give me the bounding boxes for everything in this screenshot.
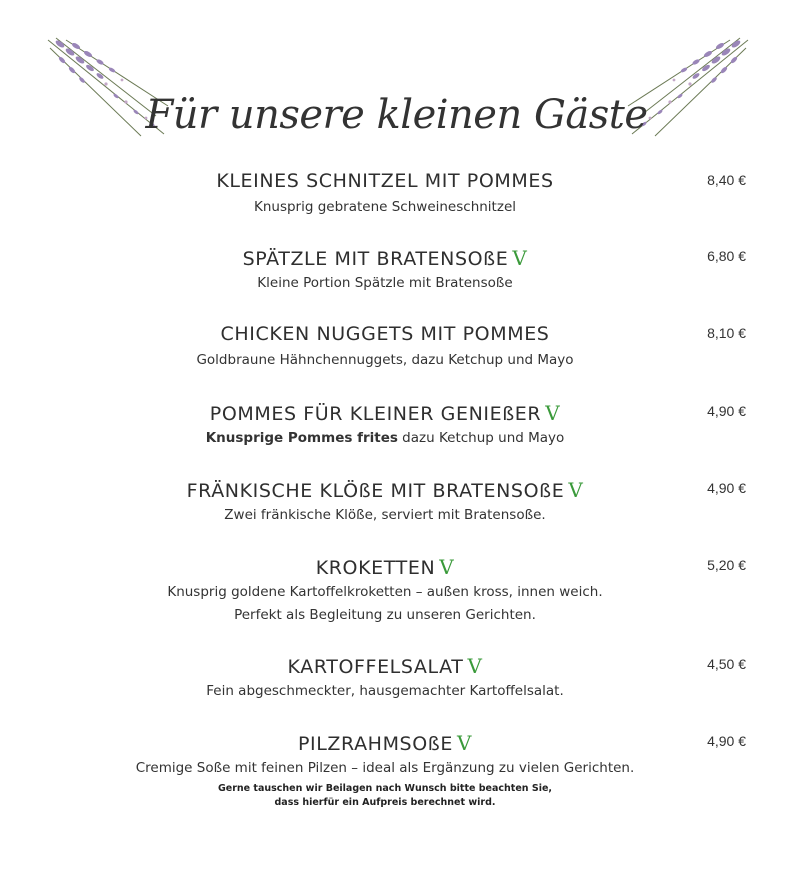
item-description [0,349,770,372]
footnote-line: Gerne tauschen wir Beilagen nach Wunsch bitte beachten Sie, [217,783,553,794]
item-description-line: Kleine Portion Spätzle mit Bratensoße [257,275,513,291]
item-name: KROKETTEN [315,557,436,579]
item-price: 4,50 € [707,656,746,672]
item-description [0,504,770,527]
item-name-row [0,401,770,425]
item-price: 5,20 € [707,557,746,573]
item-name: POMMES FÜR KLEINER GENIEßER [209,403,542,425]
item-price: 4,90 € [707,480,746,496]
item-price: 8,40 € [707,172,746,188]
item-price: 4,90 € [707,403,746,419]
item-name-row [0,731,770,755]
vegetarian-mark: V [456,731,472,755]
item-name-row [0,555,770,579]
item-description-line: Perfekt als Begleitung zu unseren Gerichten. [234,607,536,623]
item-description-line: Cremige Soße mit feinen Pilzen – ideal als Ergänzung zu vielen Gerichten. [135,760,635,776]
item-description-line: Knusprig goldene Kartoffelkroketten – außen kross, innen weich. [167,584,603,600]
item-description [0,757,770,780]
item-price: 4,90 € [707,733,746,749]
item-name: SPÄTZLE MIT BRATENSOßE [242,248,509,270]
footnote [0,782,770,810]
item-description [0,427,770,450]
vegetarian-mark: V [568,478,584,502]
item-name: FRÄNKISCHE KLÖßE MIT BRATENSOßE [186,480,565,502]
item-name: CHICKEN NUGGETS MIT POMMES [220,323,550,345]
item-description-bold: Knusprige Pommes frites [205,430,398,446]
item-name-row [0,478,770,502]
menu-title: Für unsere kleinen Gäste [145,92,648,138]
item-description [0,581,770,627]
item-price: 8,10 € [707,325,746,341]
item-price: 6,80 € [707,248,746,264]
vegetarian-mark: V [512,246,528,270]
item-description-rest: dazu Ketchup und Mayo [397,430,565,446]
item-description [0,196,770,219]
item-name-row [0,246,770,270]
vegetarian-mark: V [467,654,483,678]
item-name-row [0,170,770,192]
footnote-line: dass hierfür ein Aufpreis berechnet wird. [274,797,496,808]
item-description-line: Zwei fränkische Klöße, serviert mit Bratensoße. [224,507,546,523]
item-description [0,272,770,295]
item-name: KARTOFFELSALAT [287,656,464,678]
item-name: PILZRAHMSOßE [297,733,453,755]
item-description-line: Fein abgeschmeckter, hausgemachter Kartoffelsalat. [206,683,564,699]
item-name-row [0,323,770,345]
vegetarian-mark: V [545,401,561,425]
item-name-row [0,654,770,678]
item-description-line [0,427,770,450]
item-description-line: Goldbraune Hähnchennuggets, dazu Ketchup und Mayo [196,352,574,368]
vegetarian-mark: V [439,555,455,579]
item-name: KLEINES SCHNITZEL MIT POMMES [216,170,554,192]
item-description-line: Knusprig gebratene Schweineschnitzel [253,199,516,215]
item-description [0,680,770,703]
